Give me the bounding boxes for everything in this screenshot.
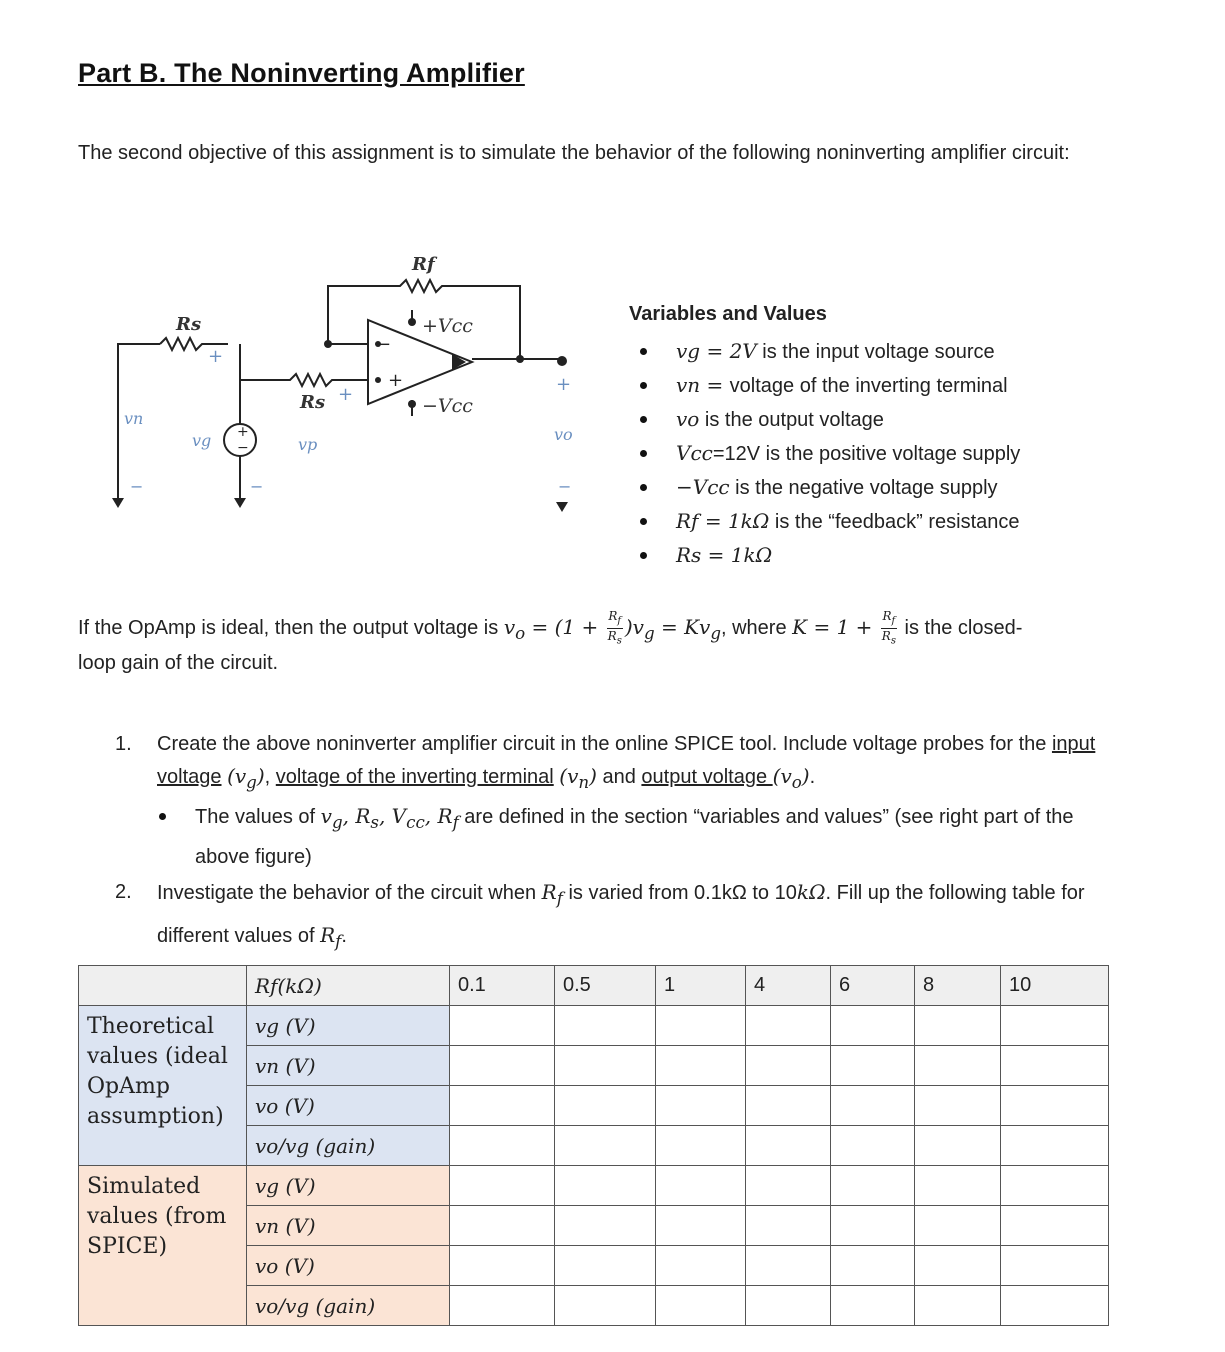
table-cell[interactable]	[450, 1046, 555, 1086]
svg-text:+: +	[388, 370, 404, 391]
step-1-note: The values of $v_g$, $R_s$, $V_{cc}$, $R_f$ are defined in the section “variables and values” (see right part of the above figure)	[115, 799, 1115, 874]
step-1: 1. Create the above noninverter amplifier circuit in the online SPICE tool. Include voltage probes for the input voltage $(v_g)$, voltage of the inverting terminal $(v_n)$ and output voltage $(v_o)$.	[115, 733, 1096, 792]
table-cell[interactable]	[555, 1286, 656, 1326]
table-cell[interactable]	[555, 1206, 656, 1246]
table-cell[interactable]	[656, 1166, 746, 1206]
table-header-row	[79, 966, 1109, 1006]
svg-text:+: +	[208, 346, 224, 367]
table-cell[interactable]	[1001, 1046, 1109, 1086]
table-cell[interactable]	[1001, 1286, 1109, 1326]
svg-text:+: +	[338, 384, 354, 405]
table-cell[interactable]	[915, 1286, 1001, 1326]
row-label: vo (V)	[247, 1086, 450, 1126]
table-cell[interactable]	[555, 1086, 656, 1126]
instructions-list	[115, 728, 1115, 960]
intro-paragraph: The second objective of this assignment is to simulate the behavior of the following noninverting amplifier circuit:	[78, 142, 1070, 164]
variables-list	[636, 334, 1020, 572]
list-item: vg = 2V is the input voltage source	[636, 334, 1020, 368]
table-cell[interactable]	[656, 1086, 746, 1126]
table-cell[interactable]	[831, 1206, 915, 1246]
vn-label: vn	[124, 409, 144, 428]
table-cell[interactable]	[746, 1046, 831, 1086]
row-label: vo/vg (gain)	[247, 1126, 450, 1166]
table-cell[interactable]	[450, 1166, 555, 1206]
table-cell[interactable]	[656, 1006, 746, 1046]
table-cell[interactable]	[1001, 1246, 1109, 1286]
table-cell[interactable]	[915, 1086, 1001, 1126]
table-cell[interactable]	[555, 1126, 656, 1166]
table-cell[interactable]	[746, 1286, 831, 1326]
table-row	[79, 1006, 1109, 1046]
vp-label: vp	[298, 435, 318, 454]
table-cell[interactable]	[555, 1246, 656, 1286]
vg-label: vg	[192, 431, 212, 450]
list-item: −Vcc is the negative voltage supply	[636, 470, 1020, 504]
row-label: vo/vg (gain)	[247, 1286, 450, 1326]
table-cell[interactable]	[915, 1126, 1001, 1166]
variables-title: Variables and Values	[629, 303, 827, 325]
table-cell[interactable]	[831, 1086, 915, 1126]
rf-value-cell: 0.5	[555, 966, 656, 1006]
table-cell[interactable]	[746, 1126, 831, 1166]
rf-value-cell: 10	[1001, 966, 1109, 1006]
svg-text:−: −	[376, 334, 392, 355]
table-cell[interactable]	[915, 1006, 1001, 1046]
theoretical-label: Theoretical values (ideal OpAmp assumption)	[79, 1006, 247, 1166]
list-item: Rs = 1kΩ	[636, 538, 1020, 572]
results-table	[78, 965, 1109, 1326]
table-cell[interactable]	[831, 1126, 915, 1166]
table-cell[interactable]	[1001, 1206, 1109, 1246]
table-cell[interactable]	[656, 1286, 746, 1326]
rf-value-cell: 8	[915, 966, 1001, 1006]
table-cell[interactable]	[915, 1246, 1001, 1286]
rs-bottom-label: Rs	[300, 392, 326, 413]
gain-formula-line2: loop gain of the circuit.	[78, 652, 279, 674]
table-cell[interactable]	[1001, 1166, 1109, 1206]
table-cell[interactable]	[1001, 1006, 1109, 1046]
table-cell[interactable]	[831, 1286, 915, 1326]
svg-text:+: +	[237, 424, 249, 440]
vo-label: vo	[554, 425, 573, 444]
simulated-label: Simulated values (from SPICE)	[79, 1166, 247, 1326]
table-cell[interactable]	[746, 1206, 831, 1246]
rf-value-cell: 1	[656, 966, 746, 1006]
table-cell[interactable]	[450, 1086, 555, 1126]
table-cell[interactable]	[1001, 1126, 1109, 1166]
table-cell[interactable]	[746, 1086, 831, 1126]
table-cell[interactable]	[450, 1246, 555, 1286]
table-cell[interactable]	[746, 1166, 831, 1206]
row-label: vn (V)	[247, 1046, 450, 1086]
table-cell[interactable]	[656, 1046, 746, 1086]
table-cell[interactable]	[450, 1286, 555, 1326]
table-cell[interactable]	[915, 1046, 1001, 1086]
list-item: Vcc=12V is the positive voltage supply	[636, 436, 1020, 470]
table-cell[interactable]	[831, 1166, 915, 1206]
table-cell[interactable]	[831, 1246, 915, 1286]
svg-text:−: −	[130, 477, 144, 496]
row-label: vo (V)	[247, 1246, 450, 1286]
table-cell[interactable]	[915, 1166, 1001, 1206]
table-cell	[79, 966, 247, 1006]
noninverting-amplifier-circuit	[100, 240, 600, 530]
row-label: vn (V)	[247, 1206, 450, 1246]
table-cell[interactable]	[1001, 1086, 1109, 1126]
table-cell[interactable]	[831, 1006, 915, 1046]
step-2: 2. Investigate the behavior of the circuit when $R_f$ is varied from 0.1kΩ to 10kΩ. Fill up the following table for different values of $R_f$.	[115, 880, 1085, 951]
rf-value-cell: 4	[746, 966, 831, 1006]
table-cell[interactable]	[450, 1206, 555, 1246]
svg-text:−: −	[558, 477, 572, 496]
table-cell[interactable]	[656, 1246, 746, 1286]
rf-value-cell: 0.1	[450, 966, 555, 1006]
svg-text:+: +	[556, 374, 572, 395]
list-item: vn = voltage of the inverting terminal	[636, 368, 1020, 402]
table-cell[interactable]	[746, 1006, 831, 1046]
table-cell[interactable]	[656, 1126, 746, 1166]
table-cell[interactable]	[450, 1006, 555, 1046]
table-cell[interactable]	[746, 1246, 831, 1286]
table-cell[interactable]	[555, 1006, 656, 1046]
page-title: Part B. The Noninverting Amplifier	[78, 58, 525, 88]
table-cell[interactable]	[450, 1126, 555, 1166]
rf-value-cell: 6	[831, 966, 915, 1006]
table-cell[interactable]	[831, 1046, 915, 1086]
row-label: vg (V)	[247, 1006, 450, 1046]
svg-text:−: −	[237, 440, 249, 456]
list-item: vo is the output voltage	[636, 402, 1020, 436]
row-label: vg (V)	[247, 1166, 450, 1206]
vcc-pos-label: +Vcc	[422, 315, 473, 337]
rf-label: Rf	[412, 254, 435, 275]
gain-formula: If the OpAmp is ideal, then the output voltage is $v_o = (1$ + $\frac{R_f}{R_s}$ )$v_g = Kv_g$, where K = 1 + $\frac{R_f}{R_s}$ is the closed-	[78, 608, 1023, 647]
rs-top-label: Rs	[176, 314, 202, 335]
table-cell[interactable]	[915, 1206, 1001, 1246]
table-row	[79, 1166, 1109, 1206]
list-item: Rf = 1kΩ is the “feedback” resistance	[636, 504, 1020, 538]
svg-text:−: −	[250, 477, 264, 496]
rf-column-header: Rf(kΩ)	[247, 966, 450, 1006]
vcc-neg-label: −Vcc	[422, 395, 473, 417]
table-cell[interactable]	[656, 1206, 746, 1246]
table-cell[interactable]	[555, 1166, 656, 1206]
table-cell[interactable]	[555, 1046, 656, 1086]
